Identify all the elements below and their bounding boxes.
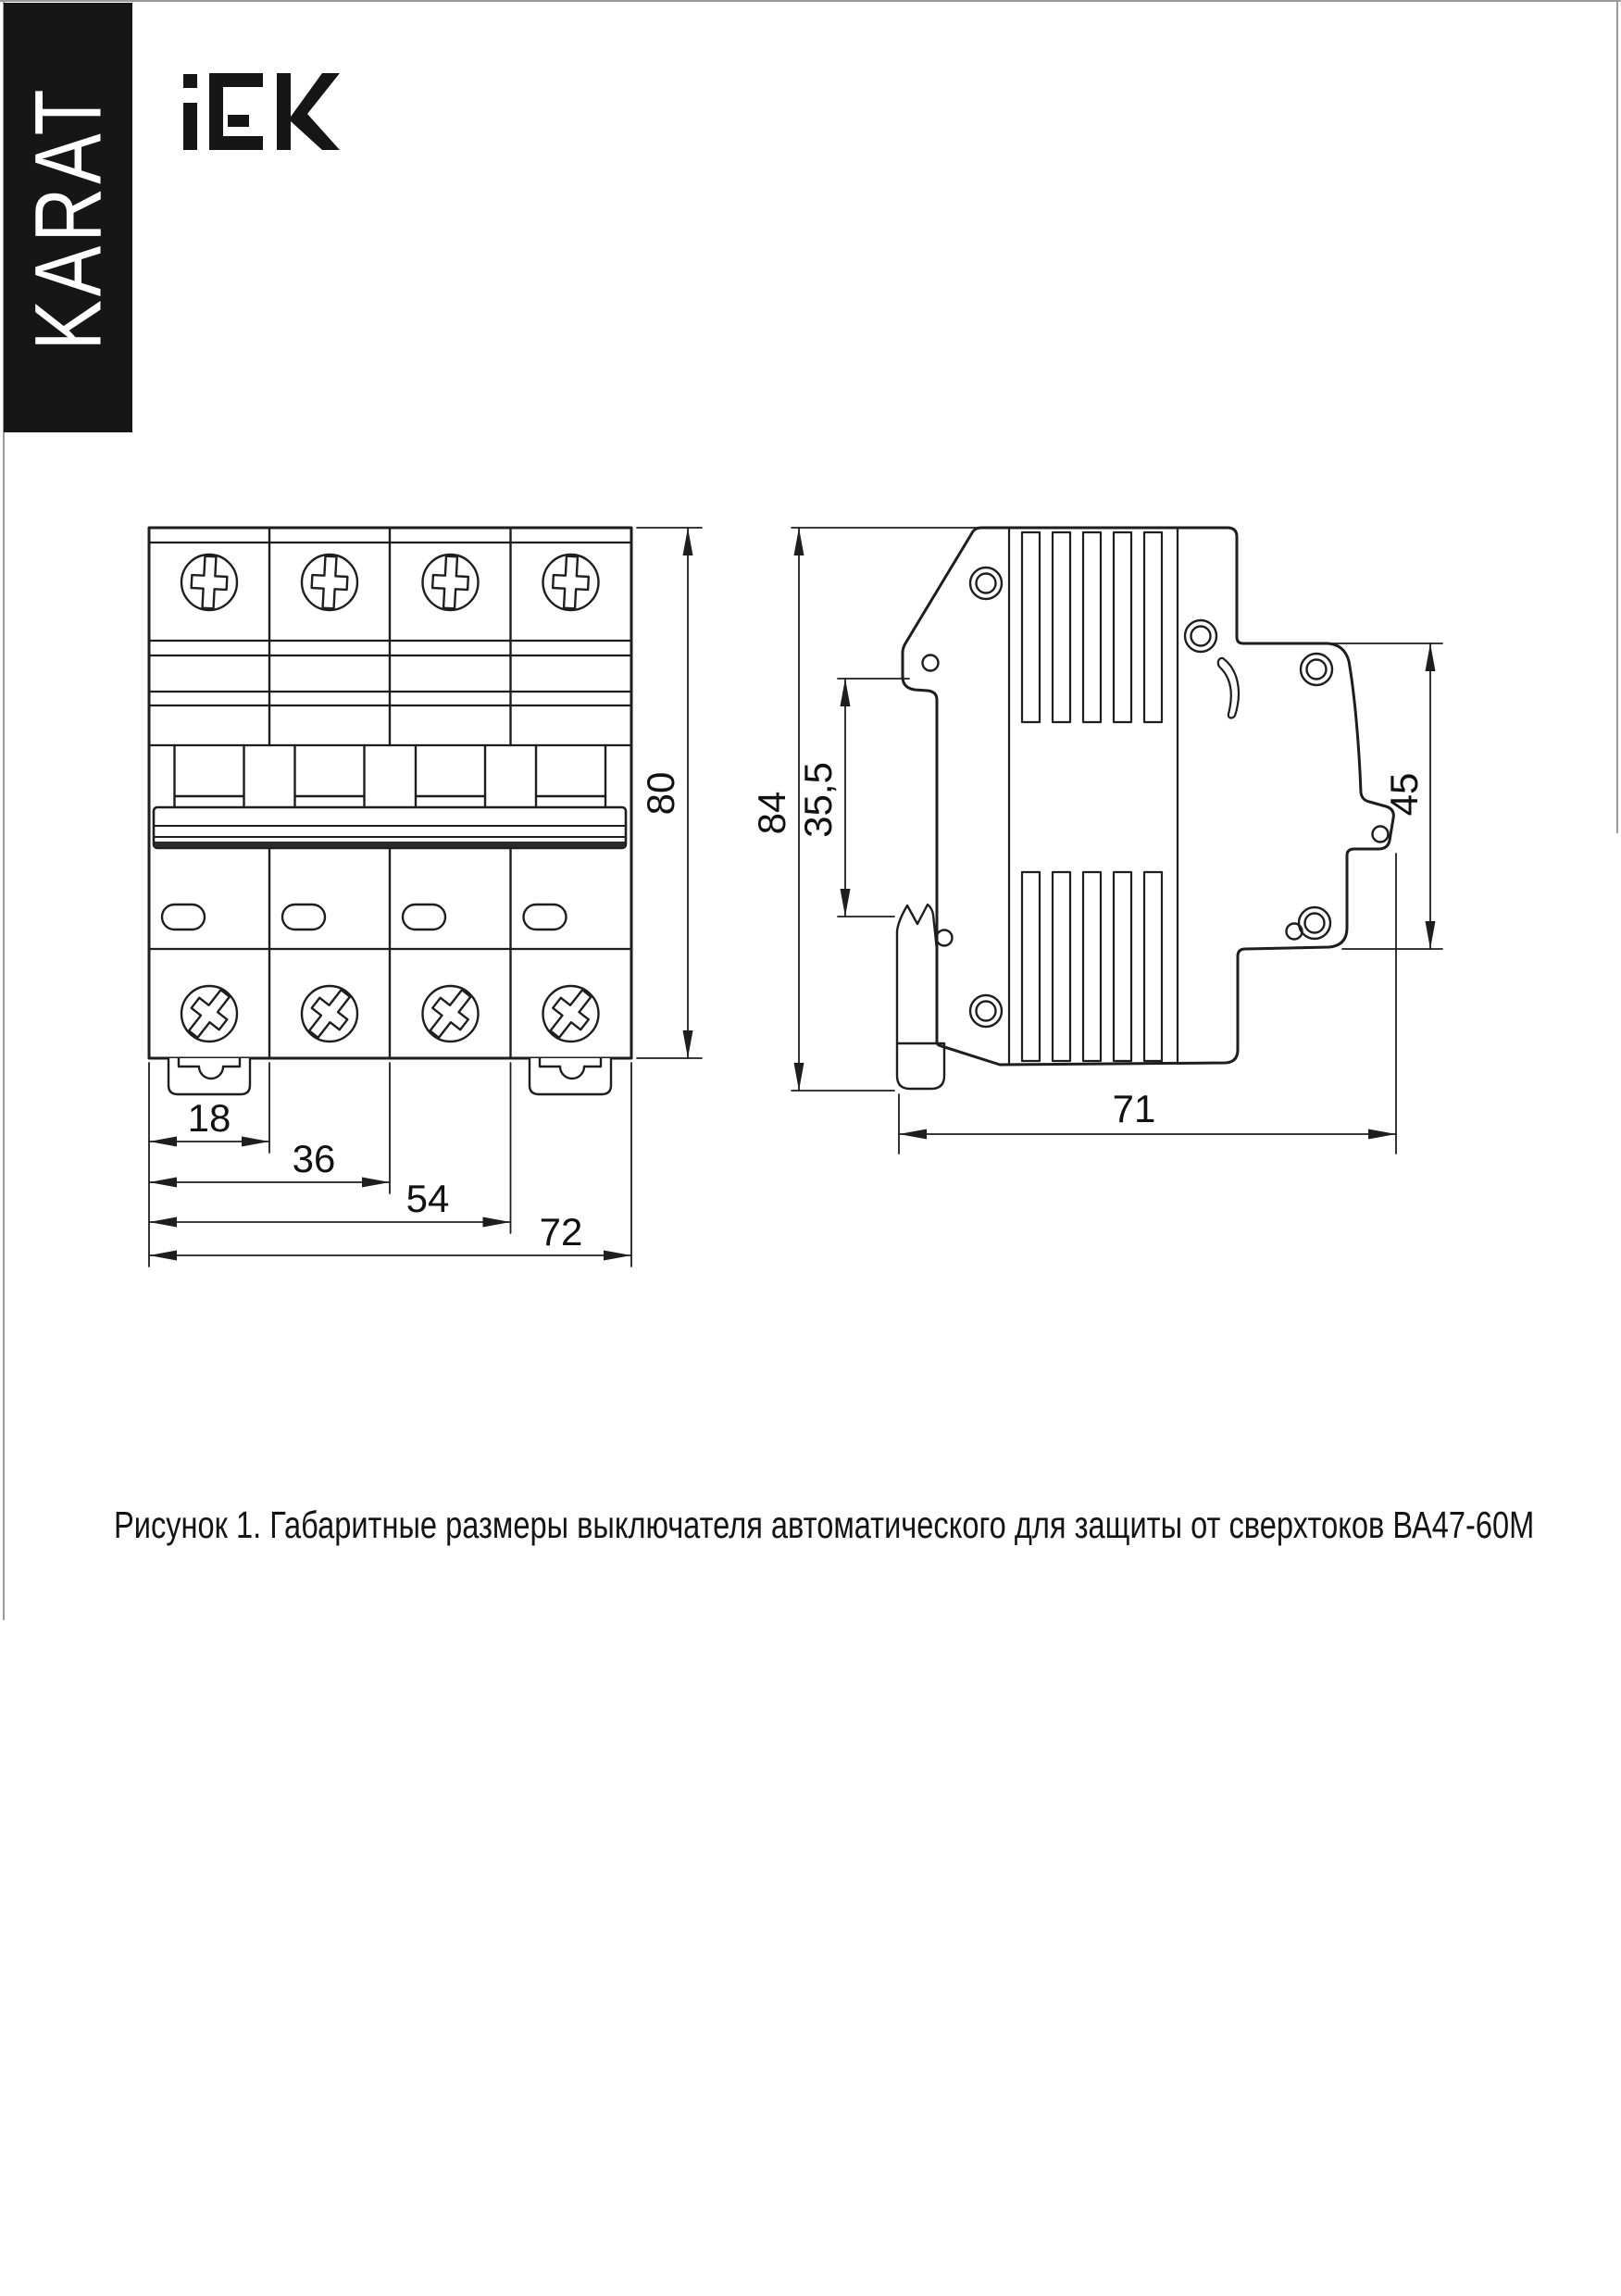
- pivot-pins: [923, 655, 1389, 946]
- dim-label-45: 45: [1382, 772, 1426, 817]
- front-view: [149, 528, 702, 1267]
- front-view-dimensions: [149, 528, 702, 1267]
- ventilation-slots: [1022, 532, 1162, 1061]
- indicator-windows: [162, 905, 567, 930]
- dim-label-72: 72: [539, 1210, 583, 1254]
- pole-dividers: [269, 528, 511, 1058]
- side-body-outline: [903, 528, 1393, 1065]
- dim-label-18: 18: [187, 1096, 231, 1140]
- dim-label-84: 84: [750, 791, 793, 835]
- dim-label-36: 36: [292, 1137, 336, 1180]
- dim-label-71: 71: [1112, 1087, 1156, 1130]
- toggle-levers: [175, 745, 606, 807]
- dim-label-54: 54: [405, 1177, 450, 1220]
- toggle-tie-bar: [154, 807, 626, 848]
- karat-text: KARAT: [15, 85, 120, 350]
- dim-label-35-5: 35,5: [796, 762, 840, 838]
- side-view: [750, 528, 1442, 1154]
- dimension-arrows: [149, 528, 693, 1261]
- dim-label-80: 80: [639, 771, 682, 816]
- rivets: [970, 568, 1332, 1027]
- figure-caption: Рисунок 1. Габаритные размеры выключателя автоматического для защиты от сверхтоков ВА47-60М: [114, 1504, 1535, 1546]
- curved-slot: [1218, 658, 1239, 718]
- side-view-dimensions: [792, 528, 1442, 1154]
